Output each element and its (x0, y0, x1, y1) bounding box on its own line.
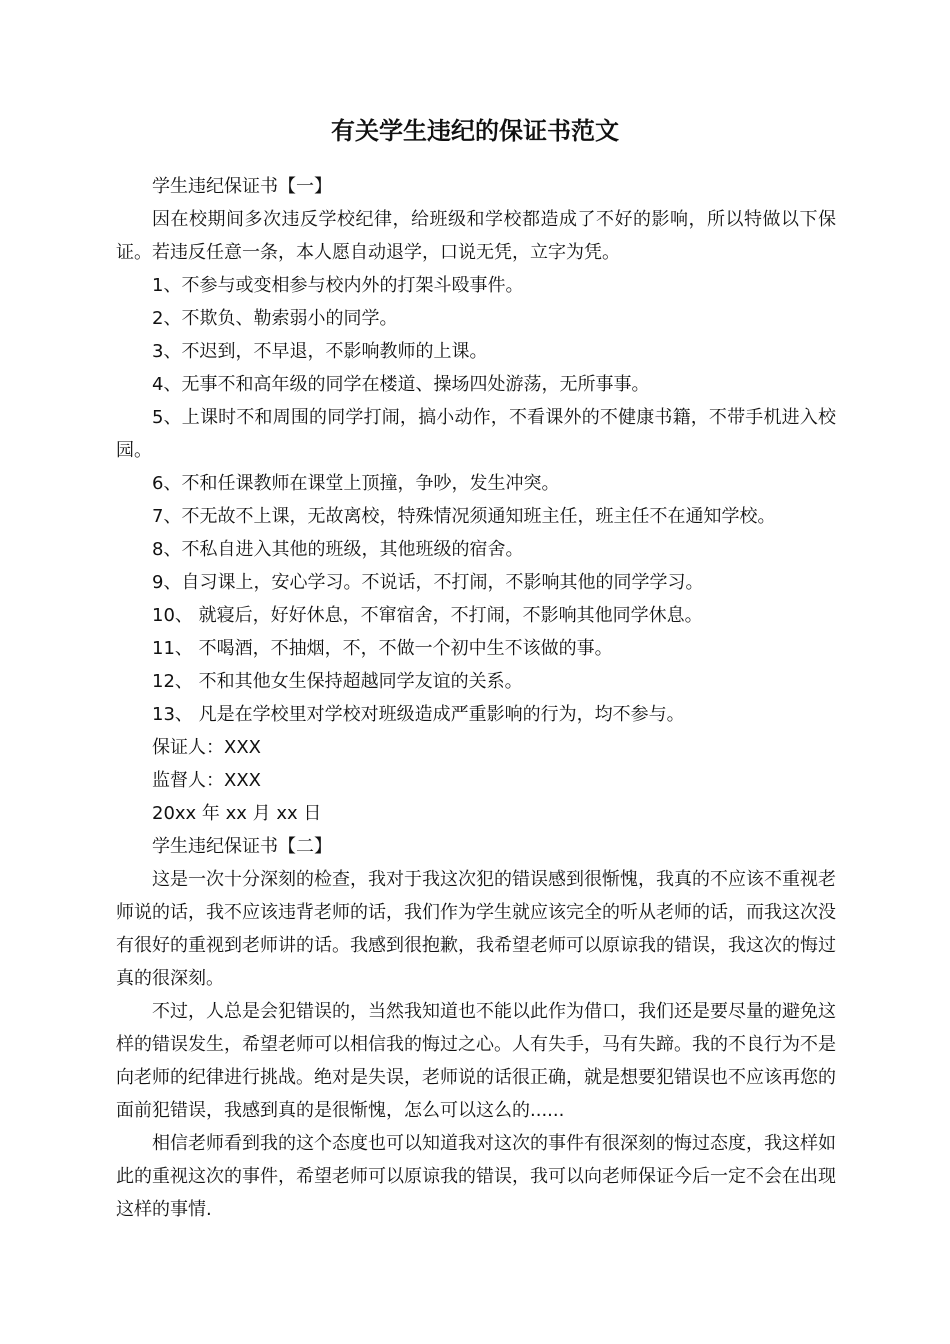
pledge-item-2: 2、不欺负、勒索弱小的同学。 (152, 308, 398, 329)
guarantor-line: 保证人：XXX (152, 737, 261, 758)
section2-paragraph-2: 不过，人总是会犯错误的，当然我知道也不能以此作为借口，我们还是要尽量的避免这样的错误发生，希望老师可以相信我的悔过之心。人有失手，马有失蹄。我的不良行为不是向老师的纪律进行挑战。绝对是失误，老师说的话很正确，就是想要犯错误也不应该再您的面前犯错误，我感到真的是很惭愧，怎么可以这么的...... (116, 1001, 836, 1121)
section2-paragraph-1: 这是一次十分深刻的检查，我对于我这次犯的错误感到很惭愧，我真的不应该不重视老师说的话，我不应该违背老师的话，我们作为学生就应该完全的听从老师的话，而我这次没有很好的重视到老师讲的话。我感到很抱歉，我希望老师可以原谅我的错误，我这次的悔过真的很深刻。 (116, 869, 836, 989)
supervisor-line: 监督人：XXX (152, 770, 261, 791)
pledge-item-7: 7、不无故不上课，无故离校，特殊情况须通知班主任，班主任不在通知学校。 (152, 506, 776, 527)
pledge-item-1: 1、不参与或变相参与校内外的打架斗殴事件。 (152, 275, 524, 296)
pledge-item-11: 11、 不喝酒，不抽烟，不，不做一个初中生不该做的事。 (152, 638, 613, 659)
pledge-item-9: 9、自习课上，安心学习。不说话，不打闹，不影响其他的同学学习。 (152, 572, 704, 593)
section2-heading: 学生违纪保证书【二】 (152, 836, 332, 857)
pledge-item-13: 13、 凡是在学校里对学校对班级造成严重影响的行为，均不参与。 (152, 704, 685, 725)
section1-heading: 学生违纪保证书【一】 (152, 176, 332, 197)
pledge-item-8: 8、不私自进入其他的班级，其他班级的宿舍。 (152, 539, 524, 560)
pledge-item-12: 12、 不和其他女生保持超越同学友谊的关系。 (152, 671, 523, 692)
date-line: 20xx 年 xx 月 xx 日 (152, 803, 322, 824)
section1-intro: 因在校期间多次违反学校纪律，给班级和学校都造成了不好的影响，所以特做以下保证。若违反任意一条，本人愿自动退学，口说无凭，立字为凭。 (116, 209, 836, 263)
pledge-item-10: 10、 就寝后，好好休息，不窜宿舍，不打闹，不影响其他同学休息。 (152, 605, 703, 626)
pledge-item-4: 4、无事不和高年级的同学在楼道、操场四处游荡，无所事事。 (152, 374, 650, 395)
pledge-item-3: 3、不迟到，不早退，不影响教师的上课。 (152, 341, 488, 362)
document-title: 有关学生违纪的保证书范文 (331, 117, 619, 145)
document-body (116, 170, 836, 1226)
pledge-item-5: 5、上课时不和周围的同学打闹，搞小动作，不看课外的不健康书籍，不带手机进入校园。 (116, 407, 836, 461)
pledge-item-6: 6、不和任课教师在课堂上顶撞，争吵，发生冲突。 (152, 473, 560, 494)
section2-paragraph-3: 相信老师看到我的这个态度也可以知道我对这次的事件有很深刻的悔过态度，我这样如此的重视这次的事件，希望老师可以原谅我的错误，我可以向老师保证今后一定不会在出现这样的事情. (116, 1133, 836, 1220)
